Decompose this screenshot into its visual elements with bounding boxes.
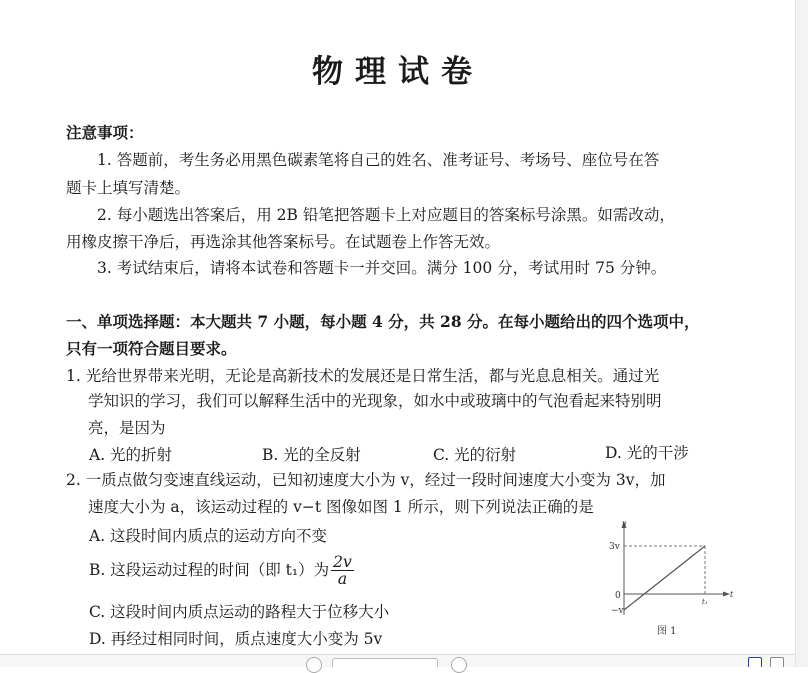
notice-item-2-line2: 用橡皮擦干净后，再选涂其他答案标号。在试题卷上作答无效。 xyxy=(66,233,501,251)
notice-item-1-line2: 题卡上填写清楚。 xyxy=(66,179,191,197)
page-number-input[interactable] xyxy=(332,658,438,667)
notice-item-2-line1: 2. 每小题选出答案后，用 2B 铅笔把答题卡上对应题目的答案标号涂黑。如需改动， xyxy=(97,206,675,224)
section1-heading-line2: 只有一项符合题目要求。 xyxy=(66,339,237,358)
fit-page-icon[interactable] xyxy=(770,657,784,667)
label-neg-v: −v xyxy=(611,606,624,616)
velocity-line xyxy=(624,546,705,610)
q2-line1: 2. 一质点做匀变速直线运动，已知初速度大小为 v，经过一段时间速度大小变为 3v，加 xyxy=(66,471,666,489)
q2-line2: 速度大小为 a，该运动过程的 v−t 图像如图 1 所示，则下列说法正确的是 xyxy=(88,498,594,516)
previous-page-button[interactable] xyxy=(306,657,322,673)
q1-option-b: B. 光的全反射 xyxy=(262,446,361,464)
label-3v: 3v xyxy=(609,542,620,552)
y-axis-label: v xyxy=(622,519,627,528)
x-axis-arrow xyxy=(723,592,730,597)
q1-option-a: A. 光的折射 xyxy=(89,446,173,464)
q1-line2: 学知识的学习，我们可以解释生活中的光现象，如水中或玻璃中的气泡看起来特别明 xyxy=(88,392,662,410)
figure-caption: 图 1 xyxy=(657,626,677,637)
fraction-denominator: a xyxy=(337,570,348,589)
fraction-numerator: 2v xyxy=(333,553,352,571)
label-t1: t₁ xyxy=(702,598,708,606)
q2-option-a: A. 这段时间内质点的运动方向不变 xyxy=(89,527,328,545)
page-title: 物理试卷 xyxy=(312,54,484,90)
q1-line1: 1. 光给世界带来光明，无论是高新技术的发展还是日常生活，都与光息息相关。通过光 xyxy=(66,367,660,385)
q2-option-b-fraction xyxy=(331,554,354,588)
notice-item-3-line1: 3. 考试结束后，请将本试卷和答题卡一并交回。满分 100 分，考试用时 75 分钟。 xyxy=(97,259,667,277)
notice-heading: 注意事项： xyxy=(66,123,144,142)
x-axis-label: t xyxy=(730,590,734,599)
q2-option-c: C. 这段时间内质点运动的路程大于位移大小 xyxy=(89,603,390,621)
q1-line3: 亮，是因为 xyxy=(88,419,166,437)
section1-heading-line1: 一、单项选择题：本大题共 7 小题，每小题 4 分，共 28 分。在每小题给出的四个选项中， xyxy=(66,312,700,331)
next-page-button[interactable] xyxy=(451,657,467,673)
figure-1-vt-graph xyxy=(600,515,740,645)
viewer-toolbar xyxy=(0,654,796,667)
label-origin: 0 xyxy=(615,591,621,601)
notice-item-1-line1: 1. 答题前，考生务必用黑色碳素笔将自己的姓名、准考证号、考场号、座位号在答 xyxy=(97,151,660,169)
q2-option-b-text: B. 这段运动过程的时间（即 t₁）为 xyxy=(89,560,330,579)
vertical-scrollbar[interactable] xyxy=(795,0,808,667)
q1-option-d: D. 光的干涉 xyxy=(605,444,689,462)
q2-option-b xyxy=(89,554,356,588)
q2-option-d: D. 再经过相同时间，质点速度大小变为 5v xyxy=(89,630,383,648)
q1-option-c: C. 光的衍射 xyxy=(433,446,517,464)
view-mode-icon[interactable] xyxy=(748,657,762,667)
